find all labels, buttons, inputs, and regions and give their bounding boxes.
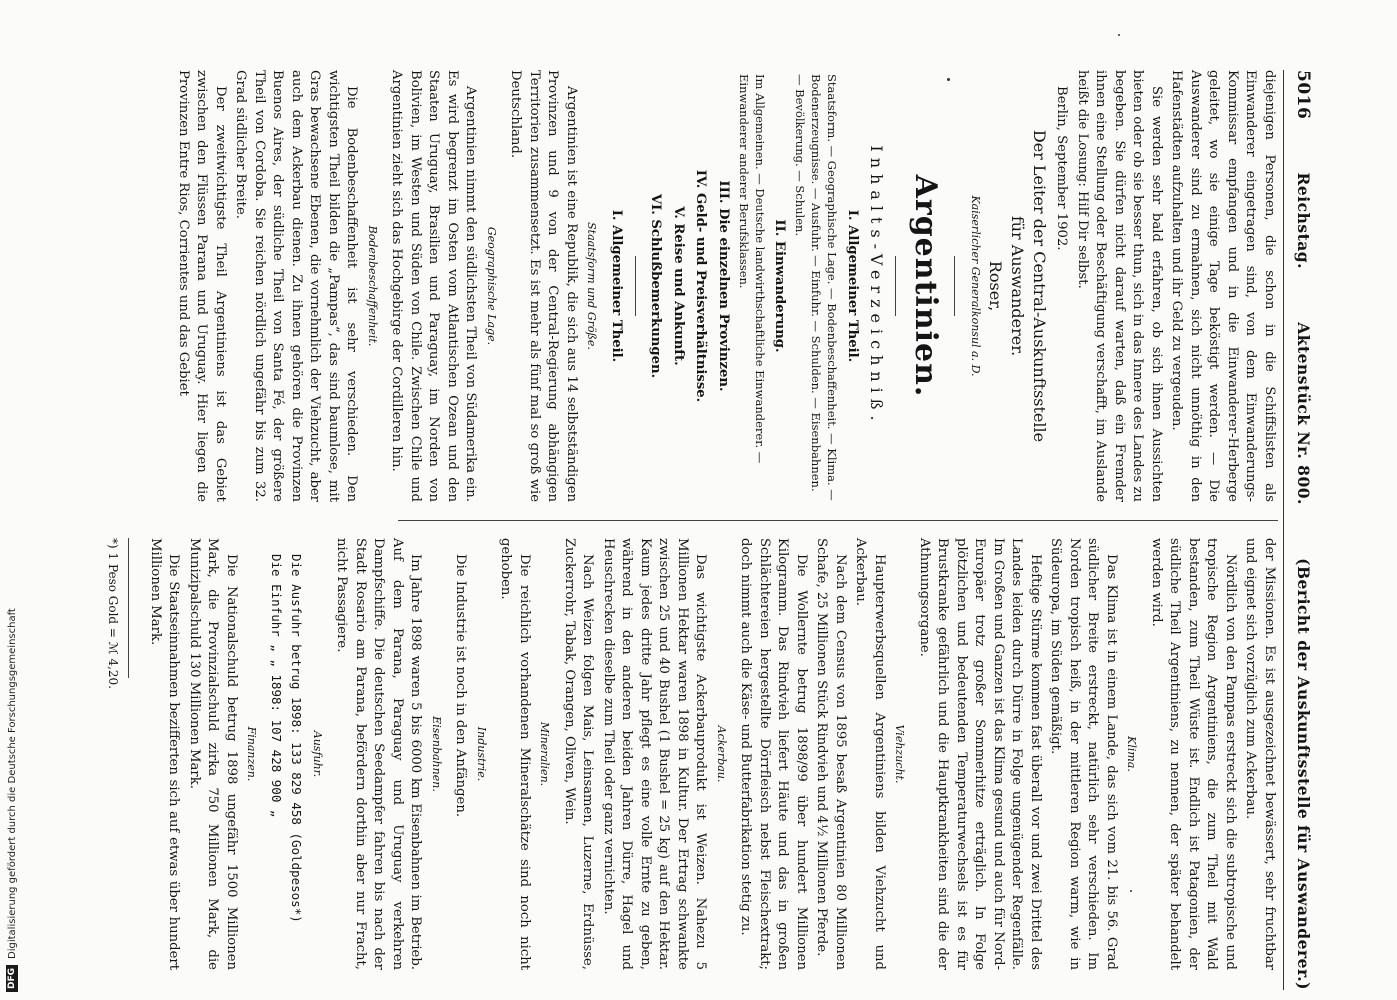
dfg-logo: DFG	[6, 965, 18, 992]
toc-part-1-items: Staatsform. — Geographische Lage. — Bodenbeschaffenheit. — Klima. — Bodenerzeugnisse. — Ausfuhr. — Einfuhr. — Schulden. — Eisenbahnen. — Bevölkerung. — Schulen.	[793, 74, 840, 501]
import-line: Die Einfuhr „ „ 1898: 107 428 900 „	[269, 554, 284, 818]
paragraph: Das Klima ist in einem Lande, das sich vom 21. bis 56. Grad südlicher Breite erstreckt, natürlich sehr verschieden. Im Norden tropisch heiß, in der mittleren Region warm, wie in Südeuropa, im Süden gemäßigt.	[1048, 538, 1119, 970]
paragraph: Argentinien ist eine Republik, die sich aus 14 selbstständigen Provinzen und 9 von der Central-Regierung abhängigen Territorien zusammensetzt. Es ist mehr als fünf mal so groß wie Deutschland.	[508, 70, 579, 502]
page-number: 5016	[1293, 70, 1313, 120]
paragraph: Heftige Stürme kommen fast überall vor und zwei Drittel des Landes leiden durch Dürre in Folge ungenügender Regenfälle. Im Großen und Ganzen ist das Klima gesund und auch für Nord-Europäer trotz großer Sommerhitze erträglich. In Folge plötzlichen und bedeutenden Temperaturwechsels ist es für Brustkranke gefährlich und die Hauptkrankheiten sind die der Athmungsorgane.	[917, 538, 1043, 970]
toc-part-2: II. Einwanderung.	[772, 219, 788, 353]
separator	[635, 256, 636, 316]
subheading: Viehzucht.	[893, 724, 907, 784]
paragraph: der Missionen. Es ist ausgezeichnet bewässert, sehr fruchtbar und eignet sich vorzüglich zum Ackerbau.	[1243, 538, 1277, 970]
subheading: Klima.	[1125, 736, 1139, 772]
paragraph: Die Staatseinnahmen bezifferten sich auf etwas über hundert Millionen Mark.	[148, 538, 182, 970]
toc-heading: Inhalts-Verzeichniß.	[867, 145, 887, 427]
paragraph: Nach dem Census von 1895 besaß Argentinien 80 Millionen Schafe, 25 Millionen Stück Rindvieh und 4½ Millionen Pferde.	[814, 538, 848, 970]
paragraph: Die reichlich vorhandenen Mineralschätze sind noch nicht gehoben.	[498, 538, 532, 970]
subheading: Bodenbeschaffenheit.	[366, 225, 379, 347]
toc-part-1: I. Allgemeiner Theil.	[845, 209, 860, 363]
separator	[955, 256, 956, 316]
right-column	[102, 538, 1278, 970]
paragraph: Die Bodenbeschaffenheit ist sehr verschieden. Den wichtigsten Theil bilden die „Pampas“, das sind baumlose, mit Gras bewachsene Ebenen, die vornehmlich der Viehzucht, aber auch dem Ackerbau dienen. Zu ihnen gehören die Provinzen Buenos Aires, der südliche Theil von Santa Fé, der größere Theil von Cordoba. Sie reichen nördlich ungefähr bis zum 32. Grad südlicher Breite.	[233, 70, 360, 502]
subheading: Geographische Lage.	[485, 226, 498, 346]
toc-part-2-items: Im Allgemeinen. — Deutsche landwirthschaftliche Einwanderer. — Einwanderer anderer Berufsklassen.	[737, 74, 767, 464]
subheading: Ackerbau.	[715, 725, 728, 783]
subheading: Finanzen.	[245, 726, 259, 782]
scan-speck	[1118, 34, 1120, 36]
paragraph: Haupterwerbsquellen Argentiniens bilden Viehzucht und Ackerbau.	[853, 538, 887, 970]
paragraph: Der zweitwichtigste Theil Argentiniens ist das Gebiet zwischen den Flüssen Parana und Uruguay. Hier liegen die Provinzen Entre Rios, Corrientes und das Gebiet	[176, 70, 228, 502]
footnote: *) 1 Peso Gold = ℳ 4,20.	[106, 538, 121, 689]
toc-part-5: V. Reise und Ankunft.	[671, 206, 686, 366]
separator	[896, 256, 897, 316]
paragraph: Im Jahre 1898 waren 5 bis 6000 km Eisenbahnen im Betrieb. Auf dem Parana, Paraguay und Uruguay verkehren Dampfschiffe. Die deutschen Seedampfer fahren bis nach der Stadt Rosario am Parana, befördern dorthin aber nur Fracht, nicht Passagiere.	[334, 538, 424, 970]
signature-title: Kaiserlicher Generalkonsul a. D.	[969, 195, 982, 377]
toc-part-4: IV. Geld- und Preisverhältnisse.	[693, 169, 709, 403]
paragraph: Sie werden sehr bald erfahren, ob sich ihnen Aussichten bieten oder ob sie besser thun, sich in das Innere des Landes zu begeben. Sie dürfen nicht darauf warten, daß ein Fremder ihnen eine Stellung oder Beschäftigung verschafft, im Auslande heißt die Losung: Hilf Dir selbst.	[1075, 70, 1164, 502]
paragraph: Die Industrie ist noch in den Anfängen.	[453, 554, 469, 818]
export-line: Die Ausfuhr betrug 1898: 133 829 458 (Goldpesos*)	[289, 554, 305, 923]
header-source: Reichstag.	[1294, 172, 1313, 270]
paragraph: Die Wollernte betrug 1898/99 über hundert Millionen Kilogramm. Das Rindvieh liefert Häute und das in großen Schlächtereien hergestellte Dörrfleisch nebst Fleischextrakt; doch nimmt auch die Käse- und Butterfabrikation stetig zu.	[738, 538, 809, 970]
paragraph: Argentinien nimmt den südlichsten Theil von Südamerika ein. Es wird begrenzt im Osten vom Atlantischen Ozean und den Staaten Uruguay, Brasilien und Paraguay, im Norden von Bolivien, im Westen und Süden von Chile. Zwischen Chile und Argentinien zieht sich das Hochgebirge der Cordilleren hin.	[389, 70, 479, 502]
signature-date: Berlin, September 1902.	[1054, 86, 1070, 251]
subheading: Industrie.	[475, 726, 488, 782]
paragraph: Nach Weizen folgen Mais, Leinsamen, Luzerne, Erdnüsse, Zuckerrohr, Tabak, Orangen, Oliven, Wein.	[562, 538, 596, 970]
paragraph: Die Nationalschuld betrug 1898 ungefähr 1500 Millionen Mark, die Provinzialschuld zirka 750 Millionen Mark, die Munizipalschuld 130 Millionen Mark.	[187, 538, 239, 970]
paragraph: Das wichtigste Ackerbauprodukt ist Weizen. Nahezu 5 Millionen Hektar waren 1898 in Kultur. Der Ertrag schwankte zwischen 25 und 40 Bushel (1 Bushel = 25 kg) auf den Hektar. Kaum jedes dritte Jahr pflegt es eine volle Ernte zu geben, während in den anderen beiden Jahren Dürre, Hagel und Heuschrecken dieselbe zum Theil oder ganz vernichten.	[601, 538, 709, 970]
toc-part-6: VI. Schlußbemerkungen.	[648, 193, 664, 379]
signature-office-2: für Auswanderer.	[1008, 215, 1027, 357]
signature-name: Roser,	[986, 260, 1005, 312]
signature-office: Der Leiter der Central-Auskunftsstelle	[1030, 129, 1049, 443]
subheading: Mineralien.	[538, 721, 552, 787]
left-column	[172, 70, 1279, 502]
page-header	[1286, 70, 1312, 990]
paragraph: diejenigen Personen, die schon in die Schiffslisten als Einwanderer eingetragen sind, von dem Einwanderungs-Kommissar empfangen und in die Einwanderer-Herberge geleitet, wo sie einige Tage beköstigt werden. — Die Auswanderer sind zu ermahnen, sich nicht unnöthig in den Hafenstädten aufzuhalten und ihr Geld zu vergeuden.	[1169, 70, 1277, 502]
header-rule	[1283, 70, 1284, 990]
subheading: Eisenbahnen.	[430, 716, 443, 792]
rotated-document	[102, 70, 1312, 990]
toc-part-3: III. Die einzelnen Provinzen.	[716, 180, 731, 392]
footnote-rule	[129, 538, 130, 678]
digitization-credit-text: Digitalisierung gefördert durch die Deutsche Forschungsgemeinschaft	[6, 608, 18, 959]
subheading: Ausfuhr.	[311, 730, 324, 778]
part-heading: I. Allgemeiner Theil.	[609, 209, 624, 363]
digitization-credit	[0, 0, 24, 1000]
header-report: (Bericht der Auskunftsstelle für Auswanderer.)	[1294, 558, 1313, 990]
section-title: Argentinien.	[908, 174, 944, 398]
header-issue: Aktenstück Nr. 800.	[1294, 322, 1313, 505]
subheading: Staatsform und Größe.	[585, 222, 599, 350]
column-rule	[398, 520, 1278, 521]
paragraph: Nördlich von den Pampas erstreckt sich die subtropische und tropische Region Argentiniens, die zum Theil mit Wald bestanden, zum Theil Wüste ist. Endlich ist Patagonien, der südliche Theil Argentiniens, zu nennen, der später behandelt werden wird.	[1149, 538, 1238, 970]
